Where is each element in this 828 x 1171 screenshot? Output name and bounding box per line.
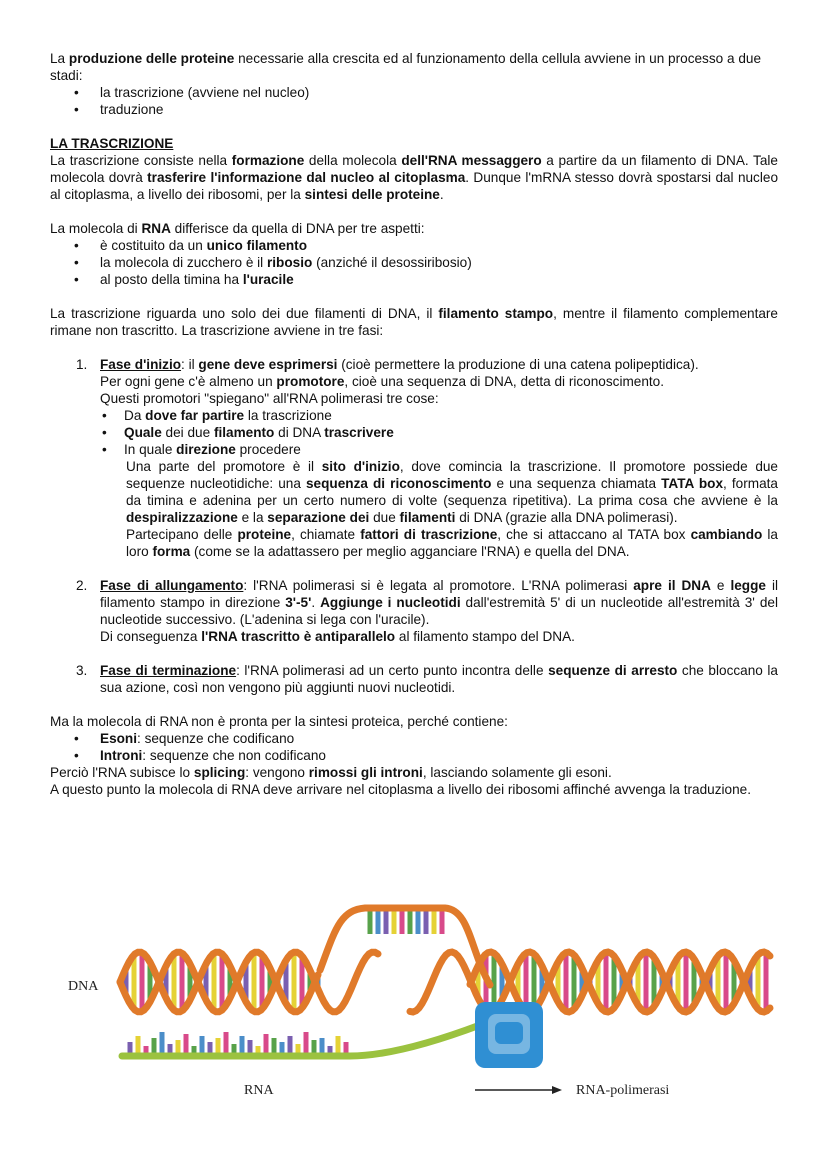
list-item: • Introni: sequenze che non codificano xyxy=(50,747,778,764)
list-item: • In quale direzione procedere xyxy=(100,441,778,458)
rna-polymerase xyxy=(475,1002,543,1068)
phase-item: 2. Fase di allungamento: l'RNA polimerasi si è legata al promotore. L'RNA polimerasi apre il DNA e legge il filamento stampo in direzione 3'-5'. Aggiunge i nucleotidi dall'estremità 5' di un nucleotide all'estremità 3' del nucleotide successivo. (L'adenina si lega con l'uracile). Di conseguenza l'RNA trascritto è antiparallelo al filamento stampo del DNA. xyxy=(76,578,779,644)
dna-label: DNA xyxy=(68,979,99,994)
phase-item: 3. Fase di terminazione: l'RNA polimerasi ad un certo punto incontra delle sequenze di arresto che bloccano la sua azione, così non vengono più aggiunti nuovi nucleotidi. xyxy=(76,663,778,695)
exon-intron-list xyxy=(50,730,778,764)
document-page xyxy=(50,50,778,798)
phase-title: Fase d'inizio xyxy=(100,357,182,372)
translation-paragraph: A questo punto la molecola di RNA deve arrivare nel citoplasma a livello dei ribosomi affinché avvenga la traduzione. xyxy=(50,782,751,797)
list-item: • traduzione xyxy=(50,101,778,118)
section-title: LA TRASCRIZIONE xyxy=(50,136,174,151)
list-item: • la molecola di zucchero è il ribosio (anziché il desossiribosio) xyxy=(50,254,778,271)
rna-bases xyxy=(130,1032,346,1056)
phase-title: Fase di allungamento xyxy=(100,578,244,593)
rna-difference-paragraph: La molecola di RNA differisce da quella di DNA per tre aspetti: xyxy=(50,221,425,236)
phase-item: 1. Fase d'inizio: il gene deve esprimersi (cioè permettere la produzione di una catena polipeptidica). Per ogni gene c'è almeno un promotore, cioè una sequenza di DNA, detta di riconoscimento. Questi promotori "spiegano" all'RNA polimerasi tre cose: • Da dove far partire la trascrizione • Quale dei due filamento di DNA trascrivere • In quale direzione procedere Una parte del promotore è il sito d'inizio, dove comincia la trascrizione. Il promotore possiede due sequenze nucleotidiche: una sequenza di riconoscimento e una sequenza chiamata TATA box, formata da timina e adenina per un certo numero di volte (sequenza ripetitiva). La prima cosa che avviene è la despiralizzazione e la separazione dei due filamenti di DNA (grazie alla DNA polimerasi). Partecipano delle proteine, chiamate fattori di trascrizione, che si attaccano al TATA box cambiando la loro forma (come se la adattassero per meglio agganciare l'RNA) e quella del DNA. xyxy=(50,356,778,560)
dna-transcription-illustration xyxy=(50,890,778,1140)
splicing-intro: Ma la molecola di RNA non è pronta per la sintesi proteica, perché contiene: xyxy=(50,714,508,729)
transcription-paragraph: La trascrizione consiste nella formazione della molecola dell'RNA messaggero a partire da un filamento di DNA. Tale molecola dovrà trasferire l'informazione dal nucleo al citoplasma. Dunque l'mRNA stesso dovrà spostarsi dal nucleo al citoplasma, a livello dei ribosomi, per la sintesi delle proteine. xyxy=(50,153,778,202)
list-item: • Quale dei due filamento di DNA trascrivere xyxy=(100,424,778,441)
list-item: • al posto della timina ha l'uracile xyxy=(50,271,778,288)
direction-arrow-head xyxy=(552,1086,562,1094)
template-strand-paragraph: La trascrizione riguarda uno solo dei due filamenti di DNA, il filamento stampo, mentre il filamento complementare rimane non trascritto. La trascrizione avviene in tre fasi: xyxy=(50,306,778,338)
splicing-paragraph: Perciò l'RNA subisce lo splicing: vengono rimossi gli introni, lasciando solamente gli esoni. xyxy=(50,765,612,780)
stages-list xyxy=(50,84,778,118)
list-item: • la trascrizione (avviene nel nucleo) xyxy=(50,84,778,101)
list-item: • Esoni: sequenze che codificano xyxy=(50,730,778,747)
rna-difference-list xyxy=(50,237,778,288)
rna-label: RNA xyxy=(244,1083,274,1098)
transcription-figure xyxy=(50,890,778,1140)
phase-title: Fase di terminazione xyxy=(100,663,237,678)
phases-list xyxy=(50,356,778,696)
list-item: • è costituito da un unico filamento xyxy=(50,237,778,254)
promoter-list xyxy=(100,407,778,458)
rna-polymerase-label: RNA-polimerasi xyxy=(576,1083,670,1098)
intro-paragraph: La produzione delle proteine necessarie alla crescita ed al funzionamento della cellula avviene in un processo a due stadi: xyxy=(50,51,762,83)
list-item: • Da dove far partire la trascrizione xyxy=(100,407,778,424)
